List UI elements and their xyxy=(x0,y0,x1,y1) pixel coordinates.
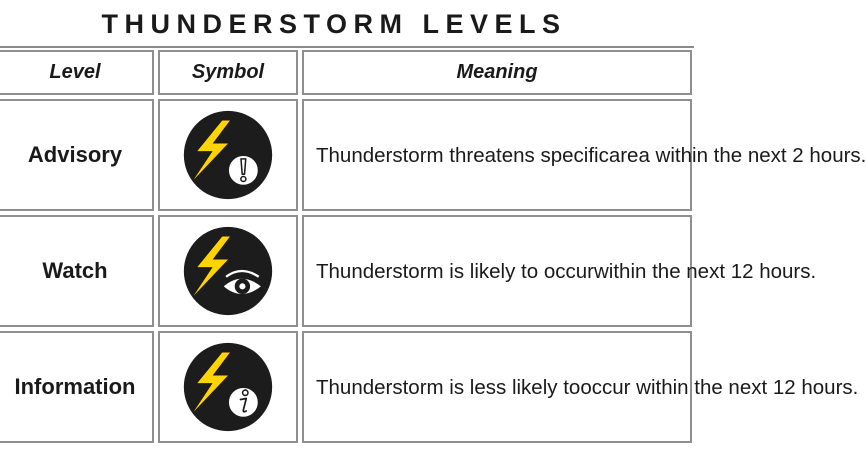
thunderstorm-levels-table xyxy=(0,46,866,468)
meaning-information xyxy=(302,331,859,443)
level-watch: Watch xyxy=(0,215,154,327)
meaning-advisory xyxy=(302,99,866,211)
lightning-exclamation-icon xyxy=(180,107,276,203)
level-advisory: Advisory xyxy=(0,99,154,211)
header-meaning: Meaning xyxy=(302,50,692,95)
symbol-cell-information xyxy=(158,331,298,443)
symbol-cell-watch xyxy=(158,215,298,327)
meaning-information-line2: occur within the next 12 hours. xyxy=(580,375,859,399)
meaning-information-line1: Thunderstorm is less likely to xyxy=(316,375,581,399)
meaning-watch-line2: within the next 12 hours. xyxy=(593,259,817,283)
lightning-eye-icon xyxy=(180,223,276,319)
meaning-watch xyxy=(302,215,817,327)
lightning-info-icon xyxy=(180,339,276,435)
meaning-watch-line1: Thunderstorm is likely to occur xyxy=(316,259,594,283)
symbol-cell-advisory xyxy=(158,99,298,211)
level-information: Information xyxy=(0,331,154,443)
page-title: THUNDERSTORM LEVELS xyxy=(101,9,567,39)
meaning-advisory-line2: area within the next 2 hours. xyxy=(608,143,866,167)
meaning-advisory-line1: Thunderstorm threatens specific xyxy=(316,143,609,167)
header-level: Level xyxy=(0,50,154,95)
header-symbol: Symbol xyxy=(158,50,298,95)
